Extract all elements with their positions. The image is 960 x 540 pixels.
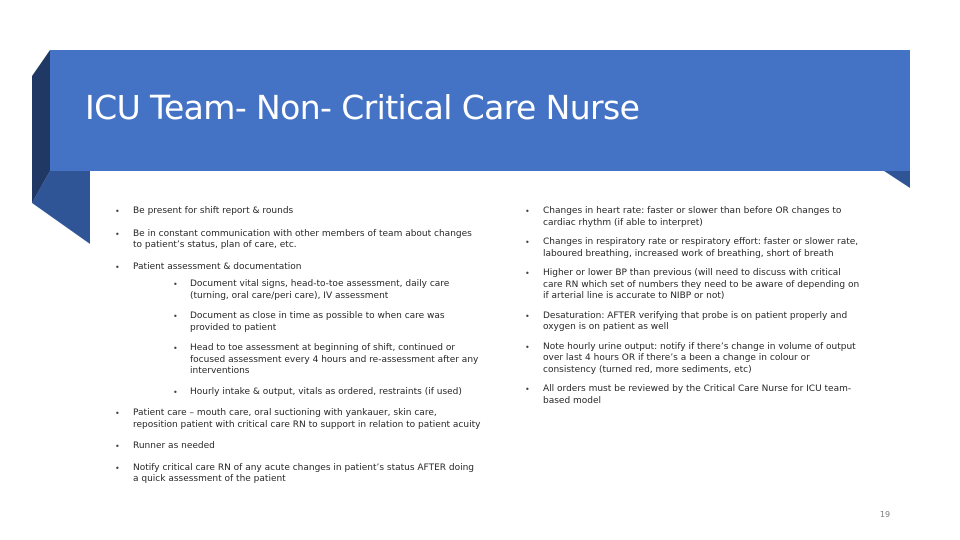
bullet-item: • Patient care – mouth care, oral suctioning with yankauer, skin care, reposition patient with critical care RN to support in relation to patient acuity — [112, 408, 482, 431]
bullet-item-with-subitems — [112, 262, 482, 399]
sub-bullet-list — [133, 279, 482, 398]
right-bullet-column — [522, 206, 862, 407]
slide-title: ICU Team- Non- Critical Care Nurse — [85, 88, 640, 127]
right-fold-dark — [884, 171, 910, 188]
bullet-item: • Notify critical care RN of any acute changes in patient’s status AFTER doing a quick assessment of the patient — [112, 463, 482, 486]
sub-bullet-item: • Head to toe assessment at beginning of shift, continued or focused assessment every 4 hours and re-assessment after any interventions — [133, 343, 482, 378]
bullet-item: • Note hourly urine output: notify if there’s change in volume of output over last 4 hours OR if there’s a been a change in colour or consistency (turned red, more sediments, etc) — [522, 342, 862, 377]
bullet-item: • Runner as needed — [112, 441, 482, 453]
left-bullet-column — [112, 206, 482, 486]
bullet-item: • Higher or lower BP than previous (will need to discuss with critical care RN which set of numbers they need to be aware of depending on if arterial line is accurate to NIBP or not) — [522, 268, 862, 303]
sub-bullet-item: • Document vital signs, head-to-toe assessment, daily care (turning, oral care/peri care), IV assessment — [133, 279, 482, 302]
bullet-item: • Be present for shift report & rounds — [112, 206, 482, 218]
bullet-item: • All orders must be reviewed by the Critical Care Nurse for ICU team-based model — [522, 384, 862, 407]
page-number: 19 — [879, 510, 891, 519]
sub-bullet-item: • Hourly intake & output, vitals as ordered, restraints (if used) — [133, 387, 482, 399]
bullet-item: • Desaturation: AFTER verifying that probe is on patient properly and oxygen is on patient as well — [522, 311, 862, 334]
sub-bullet-item: • Document as close in time as possible to when care was provided to patient — [133, 311, 482, 334]
bullet-item: • Changes in heart rate: faster or slower than before OR changes to cardiac rhythm (if able to interpret) — [522, 206, 862, 229]
bullet-text: Patient assessment & documentation — [133, 261, 302, 272]
bullet-item: • Be in constant communication with other members of team about changes to patient’s status, plan of care, etc. — [112, 229, 482, 252]
bullet-item: • Changes in respiratory rate or respiratory effort: faster or slower rate, laboured breathing, increased work of breathing, short of breath — [522, 237, 862, 260]
